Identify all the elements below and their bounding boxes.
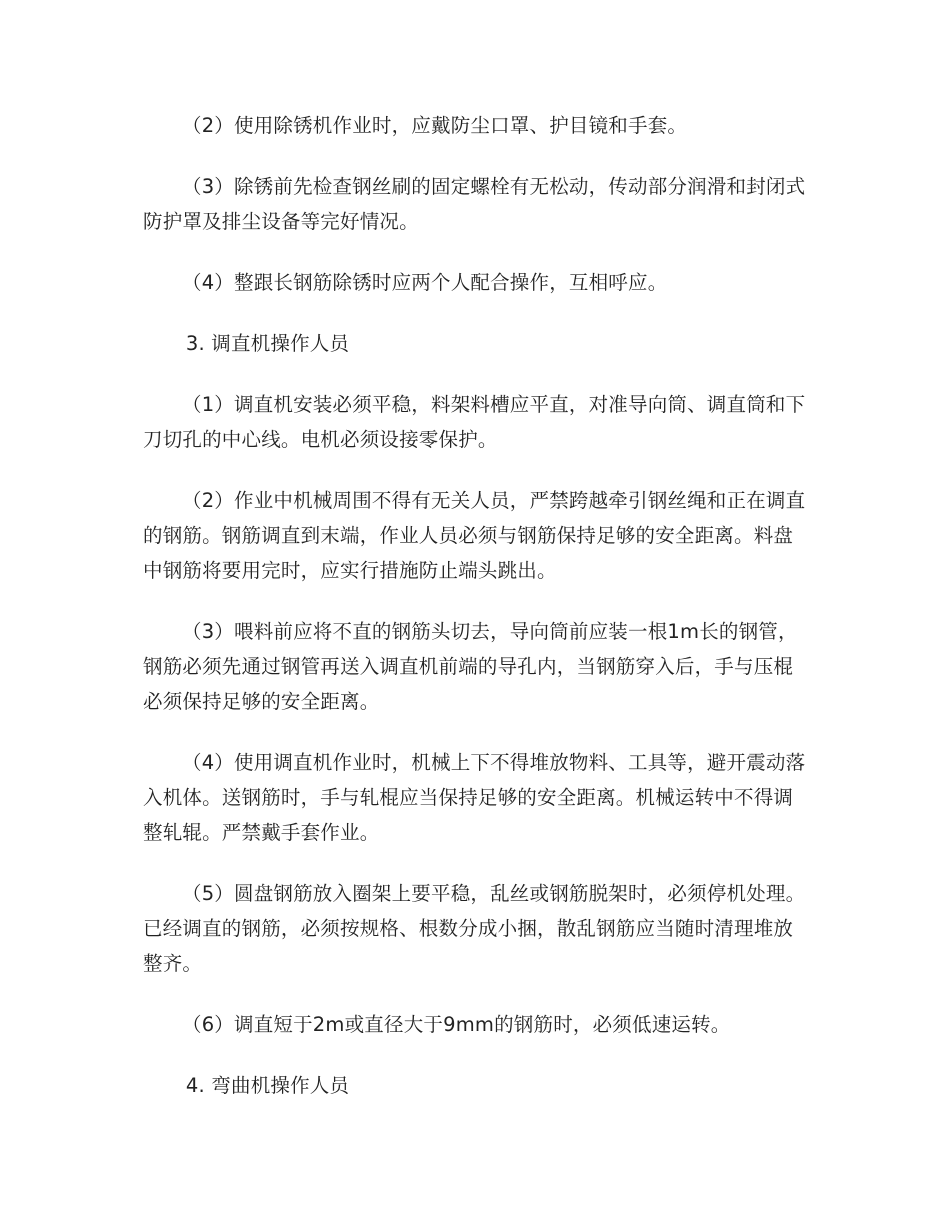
paragraph-derust-2: （2）使用除锈机作业时，应戴防尘口罩、护目镜和手套。 [182, 114, 688, 137]
paragraph-derust-3: （3）除锈前先检查钢丝刷的固定螺栓有无松动，传动部分润滑和封闭式防护罩及排尘设备等完好情况。 [143, 175, 806, 233]
document-body [143, 108, 809, 1129]
paragraph-straightener-1: （1）调直机安装必须平稳，料架料槽应平直，对准导向筒、调直筒和下刀切孔的中心线。电机必须设接零保护。 [143, 393, 806, 451]
paragraph-straightener-3: （3）喂料前应将不直的钢筋头切去，导向筒前应装一根1m长的钢管，钢筋必须先通过钢管再送入调直机前端的导孔内，当钢筋穿入后，手与压棍必须保持足够的安全距离。 [143, 620, 798, 713]
paragraph-derust-4: （4）整跟长钢筋除锈时应两个人配合操作，互相呼应。 [182, 271, 668, 294]
section-heading-bender: 4. 弯曲机操作人员 [185, 1074, 350, 1097]
paragraph-straightener-5: （5）圆盘钢筋放入圈架上要平稳，乱丝或钢筋脱架时，必须停机处理。已经调直的钢筋，必须按规格、根数分成小捆，散乱钢筋应当随时清理堆放整齐。 [143, 882, 806, 975]
paragraph-straightener-2: （2）作业中机械周围不得有无关人员，严禁跨越牵引钢丝绳和正在调直的钢筋。钢筋调直到末端，作业人员必须与钢筋保持足够的安全距离。料盘中钢筋将要用完时，应实行措施防止端头跳出。 [143, 489, 806, 582]
paragraph-straightener-6: （6）调直短于2m或直径大于9mm的钢筋时，必须低速运转。 [182, 1013, 731, 1036]
section-heading-straightener: 3. 调直机操作人员 [185, 332, 350, 355]
paragraph-straightener-4: （4）使用调直机作业时，机械上下不得堆放物料、工具等，避开震动落入机体。送钢筋时，手与轧棍应当保持足够的安全距离。机械运转中不得调整轧辊。严禁戴手套作业。 [143, 751, 806, 844]
